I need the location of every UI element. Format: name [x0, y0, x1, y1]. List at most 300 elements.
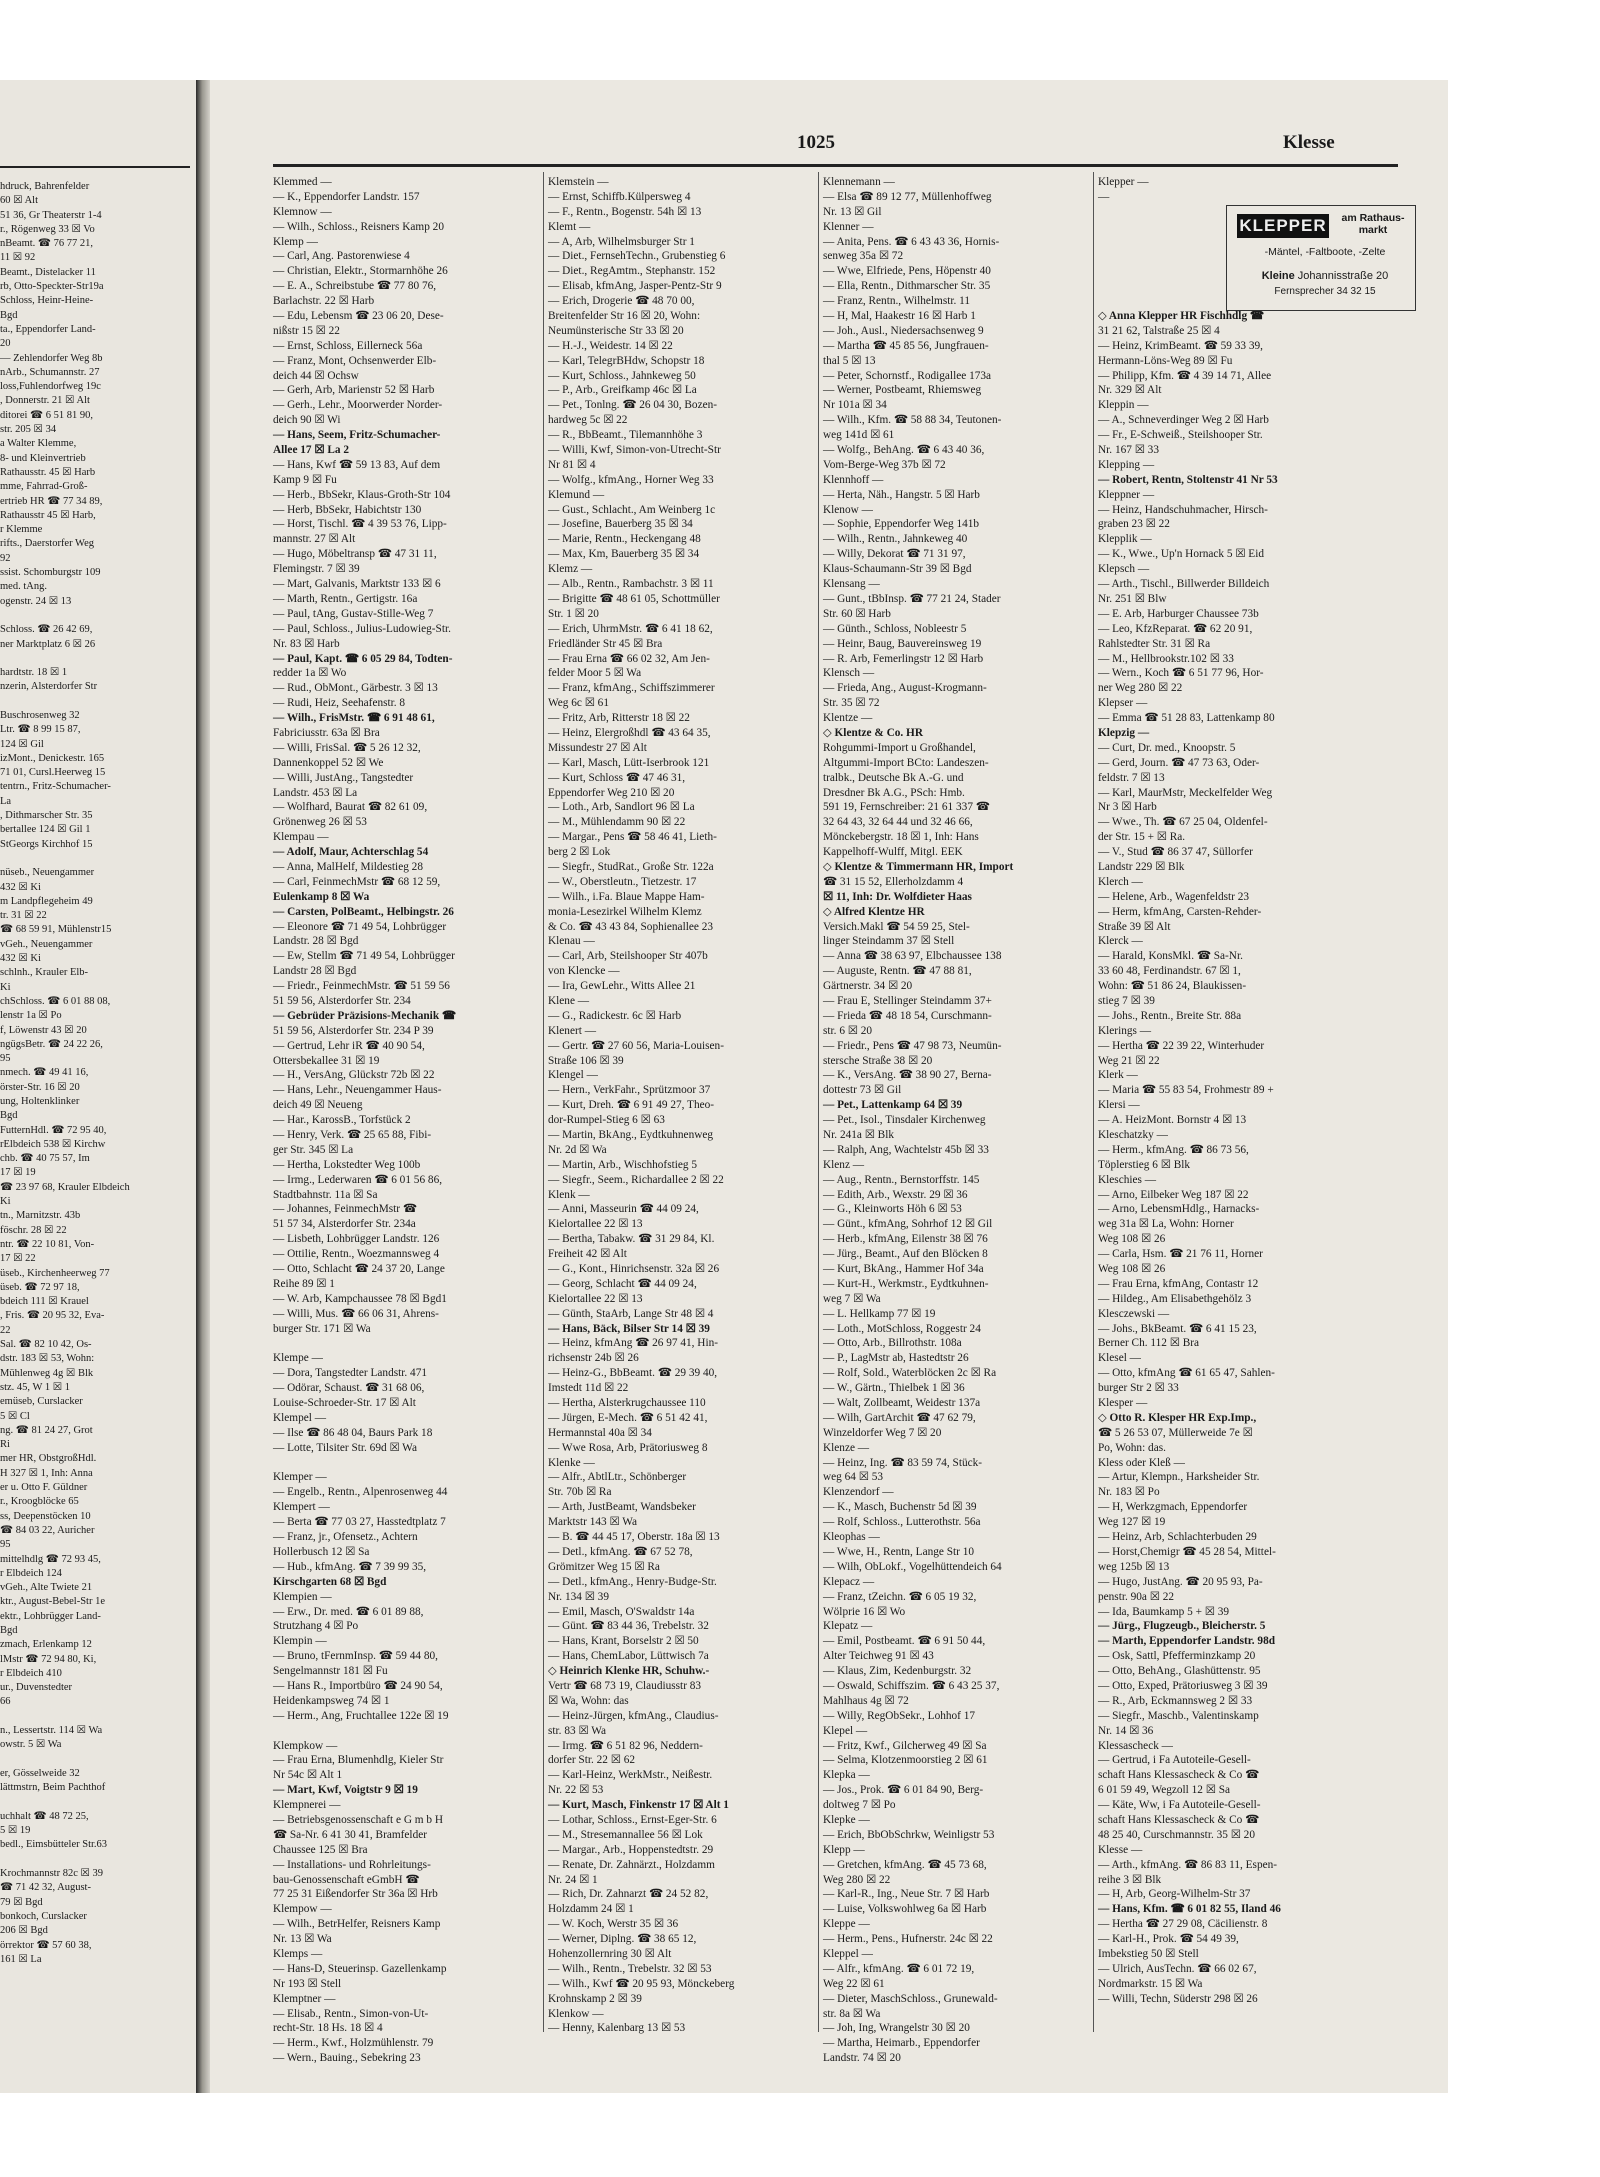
directory-entry-line: 6 01 59 49, Wegzoll 12 ☒ Sa — [1098, 1784, 1231, 1797]
directory-entry-line: Rahlstedter Str. 31 ☒ Ra — [1098, 637, 1211, 650]
surname-heading: Klesel — — [1098, 1352, 1141, 1365]
directory-entry-line: — K., VersAng. ☎ 38 90 27, Berna- — [823, 1069, 992, 1082]
directory-entry-line: — Emma ☎ 51 28 83, Lattenkamp 80 — [1098, 712, 1275, 725]
klepper-advertisement — [1223, 202, 1421, 314]
directory-entry-line: — Hans, Bäck, Bilser Str 14 ☒ 39 — [548, 1322, 710, 1335]
directory-entry-line: ◇ Alfred Klentze HR — [823, 905, 925, 918]
directory-entry-line: — Paul, tAng, Gustav-Stille-Weg 7 — [273, 607, 434, 620]
directory-entry-line: — Betriebsgenossenschaft e G m b H — [273, 1813, 444, 1826]
left-fragment-line: lättmstrn, Beim Pachthof — [0, 1782, 106, 1794]
directory-entry-line: — Franz, Mont, Ochsenwerder Elb- — [273, 354, 437, 367]
directory-entry-line: — Willi, Mus. ☎ 66 06 31, Ahrens- — [273, 1307, 439, 1320]
directory-entry-line: Str. 35 ☒ 72 — [823, 697, 880, 710]
directory-entry-line: 51 57 34, Alsterdorfer Str. 234a — [273, 1218, 416, 1231]
directory-entry-line: ☒ Wa, Wohn: das — [548, 1694, 629, 1707]
directory-entry-line: — Lothar, Schloss., Ernst-Eger-Str. 6 — [548, 1813, 717, 1826]
directory-entry-line: — Wilh., Rentn., Trebelstr. 32 ☒ 53 — [548, 1962, 712, 1975]
directory-entry-line: Nr 54c ☒ Alt 1 — [273, 1769, 343, 1782]
directory-entry-line: — W. Arb, Kampchaussee 78 ☒ Bgd1 — [273, 1292, 447, 1305]
directory-entry-line: — Carsten, PolBeamt., Helbingstr. 26 — [273, 905, 454, 918]
directory-entry-line: — Martha ☎ 45 85 56, Jungfrauen- — [823, 339, 989, 352]
directory-entry-line: — R., Arb, Eckmannsweg 2 ☒ 33 — [1098, 1694, 1253, 1707]
directory-entry-line: — Installations- und Rohrleitungs- — [273, 1858, 431, 1871]
directory-entry-line: schaft Hans Klessascheck & Co ☎ — [1098, 1813, 1260, 1826]
directory-entry-line: — Hertha ☎ 22 39 22, Winterhuder — [1098, 1039, 1265, 1052]
surname-heading: Klensch — — [823, 667, 875, 680]
surname-heading: Kleppe — — [823, 1918, 870, 1931]
directory-entry-line: — Frau Erna, Blumenhdlg, Kieler Str — [273, 1754, 444, 1767]
surname-heading: Klensang — — [823, 578, 880, 591]
left-fragment-line: ditorei ☎ 6 51 81 90, — [0, 409, 93, 421]
directory-entry-line: — Franz, jr., Ofensetz., Achtern — [273, 1531, 418, 1544]
left-fragment-line: tentrn., Fritz-Schumacher- — [0, 781, 111, 793]
directory-entry-line: bau-Genossenschaft eGmbH ☎ — [273, 1873, 420, 1886]
directory-entry-line: — Günth, StaArb, Lange Str 48 ☒ 4 — [548, 1307, 714, 1320]
directory-entry-line: ◇ Klentze & Timmermann HR, Import — [823, 860, 1014, 873]
directory-entry-line: — Kurt, Masch, Finkenstr 17 ☒ Alt 1 — [548, 1799, 729, 1812]
directory-entry-line: — Ernst, Schiffb.Külpersweg 4 — [548, 190, 691, 203]
surname-heading: Klepser — — [1098, 697, 1148, 710]
left-fragment-line: 79 ☒ Bgd — [0, 1896, 43, 1908]
directory-entry-line: — Brigitte ☎ 48 61 05, Schottmüller — [548, 592, 720, 605]
directory-entry-line: weg 31a ☒ La, Wohn: Horner — [1098, 1218, 1234, 1231]
directory-entry-line: — Hertha, Alsterkrugchaussee 110 — [548, 1397, 706, 1410]
directory-entry-line: — Wolfhard, Baurat ☎ 82 61 09, — [273, 801, 428, 814]
left-fragment-line — [0, 609, 188, 623]
directory-entry-line: — G., Kleinworts Höh 6 ☒ 53 — [823, 1203, 962, 1216]
directory-entry-line: — Anna, MalHelf, Mildestieg 28 — [273, 860, 423, 873]
directory-entry-line: — Fr., E-Schweiß., Steilshooper Str. — [1098, 429, 1263, 442]
left-fragment-line: Ki — [0, 981, 11, 993]
left-page-rule — [0, 166, 190, 168]
directory-entry-line: Vertr ☎ 68 73 19, Claudiusstr 83 — [548, 1679, 702, 1692]
directory-entry-line: — Heinz, KrimBeamt. ☎ 59 33 39, — [1098, 339, 1263, 352]
left-fragment-line: 161 ☒ La — [0, 1953, 42, 1965]
left-fragment-line: bedl., Eimsbütteler Str.63 — [0, 1839, 108, 1851]
directory-entry-line: — Lisbeth, Lohbrügger Landstr. 126 — [273, 1233, 440, 1246]
directory-entry-line: — Fritz, Arb, Ritterstr 18 ☒ 22 — [548, 712, 690, 725]
surname-heading: Klerk — — [1098, 1069, 1138, 1082]
ad-address-line — [1235, 270, 1415, 282]
directory-entry-line: — Artur, Klempn., Harksheider Str. — [1098, 1471, 1260, 1484]
directory-entry-line: — Jos., Prok. ☎ 6 01 84 90, Berg- — [823, 1784, 984, 1797]
directory-entry-line: Krohnskamp 2 ☒ 39 — [548, 1992, 642, 2005]
directory-entry-line: Mönckebergstr. 18 ☒ 1, Inh: Hans — [823, 831, 979, 844]
directory-entry-line: — Karl-Heinz, WerkMstr., Neißestr. — [548, 1769, 713, 1782]
directory-entry-line: Grönenweg 26 ☒ 53 — [273, 816, 367, 829]
directory-entry-line: — G., Radickestr. 6c ☒ Harb — [548, 1009, 682, 1022]
directory-entry-line: — Wilh., i.Fa. Blaue Mappe Ham- — [548, 890, 705, 903]
left-fragment-line — [0, 1796, 188, 1810]
directory-entry-line: Stadtbahnstr. 11a ☒ Sa — [273, 1188, 378, 1201]
directory-entry-line: ◇ Anna Klepper HR Fischhdlg ☎ — [1098, 310, 1264, 323]
directory-entry-line: — Ella, Rentn., Dithmarscher Str. 35 — [823, 280, 991, 293]
directory-entry-line: ner Weg 280 ☒ 22 — [1098, 682, 1183, 695]
directory-entry-line: — P., Arb., Greifkamp 46c ☒ La — [548, 384, 697, 397]
left-fragment-line: hdruck, Bahrenfelder — [0, 181, 90, 192]
directory-entry-line: — Irmg., Lederwaren ☎ 6 01 56 86, — [273, 1173, 443, 1186]
left-fragment-line: Beamt., Distelacker 11 — [0, 266, 96, 278]
directory-entry-line: — Hans R., Importbüro ☎ 24 90 54, — [273, 1679, 443, 1692]
left-page-fragment — [0, 80, 196, 2093]
left-fragment-line: , Fris. ☎ 20 95 32, Eva- — [0, 1310, 105, 1322]
directory-entry-line: — Max, Km, Bauerberg 35 ☒ 34 — [548, 548, 700, 561]
left-fragment-line: ung, Holtenklinker — [0, 1096, 80, 1107]
surname-heading: Klempow — — [273, 1903, 332, 1916]
surname-heading: Klenert — — [548, 1024, 596, 1037]
directory-entry-line: senweg 35a ☒ 72 — [823, 250, 904, 263]
directory-entry-line: Dresdner Bk A.G., PSch: Hmb. — [823, 786, 965, 799]
directory-entry-line: — Arth., Tischl., Billwerder Billdeich — [1098, 578, 1270, 591]
left-fragment-line: örrektor ☎ 57 60 38, — [0, 1939, 92, 1951]
left-fragment-line: ur., Duvenstedter — [0, 1682, 73, 1694]
directory-entry-line: nißstr 15 ☒ 22 — [273, 324, 340, 337]
left-fragment-line: rb, Otto-Speckter-Str19a — [0, 281, 104, 293]
directory-entry-line: — Alfr., kfmAng. ☎ 6 01 72 19, — [823, 1962, 975, 1975]
directory-entry-line: — Martin, BkAng., Eydtkuhnenweg — [548, 1129, 714, 1141]
directory-entry-line: — Franz, kfmAng., Schiffszimmerer — [548, 682, 715, 695]
directory-entry-line: — Gust., Schlacht., Am Weinberg 1c — [548, 503, 716, 516]
directory-entry-line: Versich.Makl ☎ 54 59 25, Stel- — [823, 920, 970, 933]
directory-entry-line: — Heinr, Baug, Bauvereinsweg 19 — [823, 637, 982, 650]
left-fragment-line: rElbdeich 538 ☒ Kirchw — [0, 1138, 106, 1150]
left-fragment-line: Ltr. ☎ 8 99 15 87, — [0, 724, 81, 736]
left-fragment-line: r Elbdeich 410 — [0, 1667, 62, 1679]
directory-entry-line: — B. ☎ 44 45 17, Oberstr. 18a ☒ 13 — [548, 1531, 720, 1544]
directory-entry-line: — Irmg. ☎ 6 51 82 96, Neddern- — [548, 1739, 703, 1752]
left-fragment-line: er, Gösselweide 32 — [0, 1767, 80, 1779]
directory-entry-line: — Kurt, Schloss., Jahnkeweg 50 — [548, 369, 696, 382]
left-fragment-line: 95 — [0, 1539, 11, 1551]
left-fragment-line: 71 01, Cursl.Heerweg 15 — [0, 767, 106, 779]
directory-entry-line: — Arno, LebensmHdlg., Harnacks- — [1098, 1203, 1260, 1216]
directory-entry-line: Weg 280 ☒ 22 — [823, 1873, 891, 1886]
directory-entry-line: — Käte, Ww, i Fa Autoteile-Gesell- — [1098, 1799, 1261, 1812]
directory-entry-line: Straße 106 ☒ 39 — [548, 1054, 624, 1067]
directory-entry-line: — Willi, Techn, Süderstr 298 ☒ 26 — [1098, 1992, 1258, 2005]
directory-entry-line: — Auguste, Rentn. ☎ 47 88 81, — [823, 965, 972, 978]
directory-entry-line: — Elsa ☎ 89 12 77, Müllenhoffweg — [823, 190, 992, 203]
ad-products: -Mäntel, -Faltboote, -Zelte — [1264, 246, 1386, 258]
directory-entry-line: dor-Rumpel-Stieg 6 ☒ 63 — [548, 1114, 665, 1127]
directory-entry-line: — Lotte, Tilsiter Str. 69d ☒ Wa — [273, 1441, 417, 1454]
directory-entry-line: — Heinz, Arb, Schlachterbuden 29 — [1098, 1531, 1257, 1544]
directory-entry-line: Nr. 183 ☒ Po — [1098, 1486, 1160, 1499]
left-fragment-line: 51 36, Gr Theaterstr 1-4 — [0, 209, 102, 221]
directory-entry-line: — Johs., BkBeamt. ☎ 6 41 15 23, — [1098, 1322, 1257, 1335]
directory-entry-line: Töplerstieg 6 ☒ Blk — [1098, 1158, 1191, 1171]
surname-heading: Klepke — — [823, 1813, 870, 1826]
left-fragment-line: izMont., Denickestr. 165 — [0, 752, 105, 764]
directory-entry-line: Ottersbekallee 31 ☒ 19 — [273, 1054, 380, 1067]
directory-entry-line: — Diet., FernsehTechn., Grubenstieg 6 — [548, 250, 726, 263]
directory-entry-line: Kielortallee 22 ☒ 13 — [548, 1292, 643, 1305]
left-fragment-line: FutternHdl. ☎ 72 95 40, — [0, 1124, 107, 1136]
directory-entry-line: — Wilh., Rentn., Jahnkeweg 40 — [823, 533, 968, 546]
directory-entry-line: — Diet., RegAmtm., Stephanstr. 152 — [548, 265, 716, 278]
left-fragment-line: r., Rögenweg 33 ☒ Vo — [0, 223, 95, 235]
directory-entry-line: — Elisab., Rentn., Simon-von-Ut- — [273, 2007, 429, 2020]
directory-entry-line: — Wilh, ObLokf., Vogelhüttendeich 64 — [823, 1560, 1002, 1573]
directory-entry-line: Nordmarkstr. 15 ☒ Wa — [1098, 1977, 1203, 1990]
directory-entry-line: — Günth., Schloss, Nobleestr 5 — [823, 622, 967, 635]
left-fragment-line: Bgd — [0, 309, 18, 321]
directory-entry-line: — Detl., kfmAng., Henry-Budge-Str. — [548, 1575, 717, 1588]
left-fragment-line — [0, 652, 188, 666]
directory-entry-line: — Anna ☎ 38 63 97, Elbchaussee 138 — [823, 950, 1002, 963]
running-head: Klesse — [1283, 132, 1335, 153]
directory-entry-line: — Wilh., Kwf ☎ 20 95 93, Mönckeberg — [548, 1977, 735, 1990]
directory-entry-line: — Loth., Arb, Sandlort 96 ☒ La — [548, 801, 695, 814]
directory-entry-line: berg 2 ☒ Lok — [548, 846, 611, 859]
directory-entry-line: — Werner, Postbeamt, Rhiemsweg — [823, 384, 982, 397]
directory-entry-line: — Edith, Arb., Wexstr. 29 ☒ 36 — [823, 1188, 968, 1201]
directory-entry-line: Nr. 22 ☒ 53 — [548, 1784, 604, 1797]
directory-entry-line: — Engelb., Rentn., Alpenrosenweg 44 — [273, 1486, 448, 1499]
surname-heading: Klerck — — [1098, 935, 1143, 948]
directory-entry-line: — Karl, TelegrBHdw, Schopstr 18 — [548, 354, 705, 367]
directory-column-1 — [273, 175, 539, 2065]
directory-entry-line: — Herm., Pens., Hufnerstr. 24c ☒ 22 — [823, 1933, 993, 1946]
directory-entry-line: — Christian, Elektr., Stormarnhöhe 26 — [273, 265, 448, 278]
directory-entry-line: — Hans, ChemLabor, Lüttwisch 7a — [548, 1650, 709, 1663]
directory-entry-line: — K., Wwe., Up'n Hornack 5 ☒ Eid — [1098, 548, 1265, 561]
directory-entry-line: — Wilh., Kfm. ☎ 58 88 34, Teutonen- — [823, 414, 1002, 427]
directory-column-2 — [548, 175, 814, 2035]
directory-entry-line: — Frau Erna, kfmAng, Contastr 12 — [1098, 1277, 1259, 1290]
directory-entry-line: — Wwe., Th. ☎ 67 25 04, Oldenfel- — [1098, 816, 1268, 829]
directory-entry-line: — Karl-R., Ing., Neue Str. 7 ☒ Harb — [823, 1888, 990, 1901]
directory-entry-line: — Frieda, Ang., August-Krogmann- — [823, 682, 987, 695]
directory-entry-line: — Karl, MaurMstr, Meckelfelder Weg — [1098, 786, 1273, 799]
ad-brand-logo: KLEPPER — [1237, 214, 1329, 238]
surname-heading: Klepp — — [823, 1843, 865, 1856]
directory-entry-line: Straße 39 ☒ Alt — [1098, 920, 1171, 933]
directory-entry-line: Hollerbusch 12 ☒ Sa — [273, 1545, 370, 1558]
directory-entry-line: — Arth., kfmAng. ☎ 86 83 11, Espen- — [1098, 1858, 1278, 1871]
left-fragment-line: , Dithmarscher Str. 35 — [0, 810, 93, 822]
surname-heading: Klemund — — [548, 488, 605, 501]
ad-company: Kleine — [1261, 270, 1295, 282]
left-fragment-line: zmach, Erlenkamp 12 — [0, 1639, 92, 1651]
scanned-spread — [0, 80, 1448, 2093]
directory-entry-line: — Wilh., FrisMstr. ☎ 6 91 48 61, — [273, 712, 435, 725]
left-fragment-line: mittelhdlg ☎ 72 93 45, — [0, 1553, 101, 1565]
directory-entry-line: Nr. 241a ☒ Blk — [823, 1129, 895, 1141]
surname-heading: Klenau — — [548, 935, 595, 948]
directory-entry-line: — Arno, Eilbeker Weg 187 ☒ 22 — [1098, 1188, 1249, 1201]
directory-entry-line: — Philipp, Kfm. ☎ 4 39 14 71, Allee — [1098, 369, 1272, 382]
directory-entry-line: — Herm., kfmAng. ☎ 86 73 56, — [1098, 1143, 1249, 1156]
surname-heading: Klempin — — [273, 1635, 327, 1648]
directory-entry-line: schaft Hans Klessascheck & Co ☎ — [1098, 1769, 1260, 1782]
surname-heading: Klempien — — [273, 1590, 332, 1603]
directory-entry-line: — Wilh., BetrHelfer, Reisners Kamp — [273, 1918, 441, 1931]
directory-entry-line: — Otto, Schlacht ☎ 24 37 20, Lange — [273, 1263, 445, 1276]
directory-entry-line: Strutzhang 4 ☒ Po — [273, 1620, 359, 1633]
directory-entry-line: Hermannstal 40a ☒ 34 — [548, 1426, 652, 1439]
directory-entry-line: — Horst, Tischl. ☎ 4 39 53 76, Lipp- — [273, 518, 447, 531]
surname-heading: Klesper — — [1098, 1397, 1148, 1410]
directory-entry-line: reihe 3 ☒ Blk — [1098, 1873, 1162, 1886]
directory-entry-line: — Johannes, FeinmechMstr ☎ — [273, 1203, 417, 1216]
directory-entry-line: Fabriciusstr. 63a ☒ Bra — [273, 726, 380, 739]
directory-entry-line: — Martha, Heimarb., Eppendorfer — [823, 2037, 980, 2050]
surname-heading: Klene — — [548, 994, 590, 1007]
left-fragment-line — [0, 852, 188, 866]
directory-entry-line: redder 1a ☒ Wo — [273, 667, 347, 680]
directory-entry-line: Kirschgarten 68 ☒ Bgd — [273, 1575, 387, 1588]
left-fragment-line: schlnh., Krauler Elb- — [0, 967, 89, 979]
directory-entry-line: — Ernst, Schloss, Eillerneck 56a — [273, 339, 423, 352]
directory-entry-line: — H., VersAng, Glückstr 72b ☒ 22 — [273, 1069, 435, 1082]
directory-entry-line: — Walt, Zollbeamt, Weidestr 137a — [823, 1397, 981, 1410]
left-fragment-line: — Zehlendorfer Weg 8b — [0, 352, 103, 364]
surname-heading: Klempel — — [273, 1411, 327, 1424]
left-fragment-line: vGeh., Alte Twiete 21 — [0, 1582, 93, 1594]
left-fragment-line: Ki — [0, 1196, 11, 1208]
directory-entry-line: — Günt. ☎ 83 44 36, Trebelstr. 32 — [548, 1620, 709, 1633]
left-fragment-line: tn., Marnitzstr. 43b — [0, 1210, 81, 1222]
directory-entry-line: — Karl-H., Prok. ☎ 54 49 39, — [1098, 1933, 1239, 1946]
directory-entry-line: — M., Stresemannallee 56 ☒ Lok — [548, 1828, 703, 1841]
directory-entry-line: — Gebrüder Präzisions-Mechanik ☎ — [273, 1009, 456, 1022]
directory-entry-line: dottestr 73 ☒ Gil — [823, 1084, 902, 1097]
directory-entry-line: — Margar., Arb., Hoppenstedtstr. 29 — [548, 1843, 714, 1856]
directory-entry-line: — V., Stud ☎ 86 37 47, Süllorfer — [1098, 846, 1253, 859]
directory-entry-line: Nr. 13 ☒ Wa — [273, 1933, 332, 1946]
directory-entry-line: 33 60 48, Ferdinandstr. 67 ☒ 1, — [1098, 965, 1241, 978]
directory-entry-line: Hermann-Löns-Weg 89 ☒ Fu — [1098, 354, 1233, 367]
directory-entry-line: — Rudi, Heiz, Seehafenstr. 8 — [273, 697, 406, 710]
directory-entry-line: Landstr 28 ☒ Bgd — [273, 965, 357, 978]
directory-entry-line: Weg 6c ☒ 61 — [548, 697, 609, 710]
directory-entry-line: — Osk, Sattl, Pfefferminzkamp 20 — [1098, 1650, 1256, 1663]
directory-entry-line: — Siegfr., Seem., Richardallee 2 ☒ 22 — [548, 1173, 724, 1186]
left-fragment-line: mer HR, ObstgroßHdl. — [0, 1453, 97, 1465]
directory-entry-line: Nr 3 ☒ Harb — [1098, 801, 1157, 814]
directory-entry-line: ☎ 5 26 53 07, Müllerweide 7e ☒ — [1098, 1426, 1253, 1439]
left-fragment-line: hardtstr. 18 ☒ 1 — [0, 667, 68, 679]
surname-heading: Klemz — — [548, 563, 593, 576]
directory-entry-line: — Ida, Baumkamp 5 + ☒ 39 — [1098, 1605, 1230, 1618]
directory-entry-line: — K., Eppendorfer Landstr. 157 — [273, 190, 420, 203]
directory-entry-line: — Peter, Schornstf., Rodigallee 173a — [823, 369, 992, 382]
directory-entry-line: — H, Werkzgmach, Eppendorfer — [1098, 1501, 1248, 1514]
surname-heading: Klemptner — — [273, 1992, 336, 2005]
left-fragment-line: 17 ☒ 19 — [0, 1167, 36, 1179]
directory-entry-line: — Paul, Kapt. ☎ 6 05 29 84, Todten- — [273, 652, 453, 665]
left-fragment-line: bdeich 111 ☒ Krauel — [0, 1296, 89, 1308]
left-fragment-line: ntr. ☎ 22 10 81, Von- — [0, 1238, 95, 1250]
surname-heading: Klepper — — [1098, 176, 1149, 188]
left-fragment-line — [0, 695, 188, 709]
directory-entry-line: — Edu, Lebensm ☎ 23 06 20, Dese- — [273, 310, 444, 323]
left-fragment-line: lMstr ☎ 72 94 80, Ki, — [0, 1653, 97, 1665]
left-fragment-line: n., Lessertstr. 114 ☒ Wa — [0, 1725, 103, 1737]
directory-entry-line: Chaussee 125 ☒ Bra — [273, 1843, 368, 1856]
surname-heading: Klemps — — [273, 1947, 323, 1960]
directory-entry-line: — Henry, Verk. ☎ 25 65 88, Fibi- — [273, 1129, 432, 1141]
surname-heading: Kleppin — — [1098, 399, 1149, 412]
surname-heading: Klemmed — — [273, 176, 332, 188]
directory-entry-line: — Harald, KonsMkl. ☎ Sa-Nr. — [1098, 950, 1243, 963]
left-fragment-line: nzerin, Alsterdorfer Str — [0, 681, 98, 693]
directory-entry-line: str. 6 ☒ 20 — [823, 1024, 873, 1037]
directory-entry-line: 48 25 40, Curschmannstr. 35 ☒ 20 — [1098, 1828, 1255, 1841]
directory-entry-line: — Gerh, Arb, Marienstr 52 ☒ Harb — [273, 384, 435, 397]
left-fragment-line: nBeamt. ☎ 76 77 21, — [0, 238, 93, 250]
surname-heading: Klennemann — — [823, 176, 895, 188]
directory-entry-line: Holzdamm 24 ☒ 1 — [548, 1903, 634, 1916]
directory-entry-line: — Mart, Galvanis, Marktstr 133 ☒ 6 — [273, 578, 441, 591]
directory-entry-line: Alter Teichweg 91 ☒ 43 — [823, 1650, 934, 1663]
directory-entry-line: — Margar., Pens ☎ 58 46 41, Lieth- — [548, 831, 717, 844]
directory-entry-line: Nr 101a ☒ 34 — [823, 399, 887, 412]
directory-entry-line: feldstr. 7 ☒ 13 — [1098, 771, 1165, 784]
directory-entry-line: Neumünsterische Str 33 ☒ 20 — [548, 324, 684, 337]
directory-entry-line: ☎ Sa-Nr. 6 41 30 41, Bramfelder — [273, 1828, 427, 1841]
directory-entry-line — [273, 1724, 539, 1739]
directory-entry-line: — Herb, BbSekr, Habichtstr 130 — [273, 503, 422, 516]
surname-heading: Klenz — — [823, 1158, 865, 1171]
surname-heading: Klesczewski — — [1098, 1307, 1170, 1320]
directory-entry-line: Eppendorfer Weg 210 ☒ 20 — [548, 786, 675, 799]
left-fragment-line — [0, 1853, 188, 1867]
directory-entry-line: — Herm., Kwf., Holzmühlenstr. 79 — [273, 2037, 434, 2050]
directory-entry-line: — Paul, Schloss., Julius-Ludowieg-Str. — [273, 622, 451, 635]
directory-entry-line: — Willi, FrisSal. ☎ 5 26 12 32, — [273, 741, 421, 754]
directory-entry-line: — Wern., Koch ☎ 6 51 77 96, Hor- — [1098, 667, 1264, 680]
directory-entry-line: Weg 22 ☒ 61 — [823, 1977, 885, 1990]
directory-entry-line: — G., Kont., Hinrichsenstr. 32a ☒ 26 — [548, 1263, 720, 1276]
left-fragment-line: 5 ☒ 19 — [0, 1825, 31, 1837]
directory-entry-line: doltweg 7 ☒ Po — [823, 1799, 896, 1812]
directory-entry-line: — Alb., Rentn., Rambachstr. 3 ☒ 11 — [548, 578, 714, 591]
left-fragment-line: 8- und Kleinvertrieb — [0, 452, 86, 464]
directory-entry-line: — Siegfr., Maschb., Valentinskamp — [1098, 1709, 1259, 1722]
directory-entry-line: — Gertrud, Lehr iR ☎ 40 90 54, — [273, 1039, 425, 1052]
surname-heading: Klepka — — [823, 1769, 870, 1782]
surname-heading: Klemstein — — [548, 176, 609, 188]
surname-heading: Klenke — — [548, 1456, 595, 1469]
directory-entry-line: — Willi, JustAng., Tangstedter — [273, 771, 414, 784]
left-fragment-line: uchhalt ☎ 48 72 25, — [0, 1810, 89, 1822]
directory-entry-line: — Herb., kfmAng, Eilenstr 38 ☒ 76 — [823, 1233, 988, 1246]
surname-heading: Klepatz — — [823, 1620, 873, 1633]
directory-entry-line: — Heinz, Elergroßhdl ☎ 43 64 35, — [548, 726, 711, 739]
directory-entry-line: — Hans, Kfm. ☎ 6 01 82 55, Iland 46 — [1098, 1903, 1281, 1916]
directory-entry-line: — K., Masch, Buchenstr 5d ☒ 39 — [823, 1501, 977, 1514]
directory-entry-line: — Selma, Klotzenmoorstieg 2 ☒ 61 — [823, 1754, 988, 1767]
directory-entry-line: — Rich, Dr. Zahnarzt ☎ 24 52 82, — [548, 1888, 709, 1901]
directory-entry-line: — Loth., MotSchloss, Roggestr 24 — [823, 1322, 981, 1335]
directory-entry-line: — Detl., kfmAng. ☎ 67 52 78, — [548, 1545, 693, 1558]
surname-heading: Klerings — — [1098, 1024, 1152, 1037]
ad-phone: Fernsprecher 34 32 15 — [1274, 286, 1376, 297]
directory-entry-line: — Marie, Rentn., Heckengang 48 — [548, 533, 701, 546]
directory-entry-line: — Helene, Arb., Wagenfeldstr 23 — [1098, 890, 1250, 903]
left-fragment-line: Ri — [0, 1439, 10, 1451]
directory-entry-line: 51 59 56, Alsterdorfer Str. 234 — [273, 994, 411, 1007]
left-fragment-line: 60 ☒ Alt — [0, 195, 39, 207]
left-fragment-line: ngügsBetr. ☎ 24 22 26, — [0, 1038, 103, 1050]
directory-entry-line: — Willi, Kwf, Simon-von-Utrecht-Str — [548, 444, 721, 457]
directory-entry-line: — Jürgen, E-Mech. ☎ 6 51 42 41, — [548, 1411, 708, 1424]
directory-entry-line: — Heinz-G., BbBeamt. ☎ 29 39 40, — [548, 1367, 718, 1380]
directory-entry-line: Nr. 14 ☒ 36 — [1098, 1724, 1154, 1737]
directory-entry-line: — Heinz, kfmAng ☎ 26 97 41, Hin- — [548, 1337, 719, 1350]
